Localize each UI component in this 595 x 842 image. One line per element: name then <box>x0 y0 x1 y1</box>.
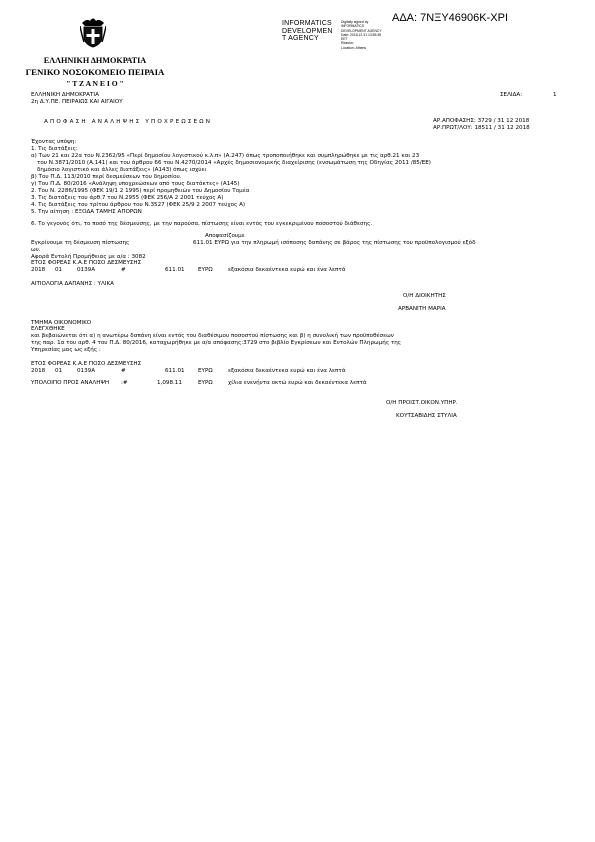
decision-number: ΑΡ.ΑΠΟΦΑΣΗΣ: 3729 / 31 12 2018 <box>433 118 530 124</box>
considering-heading: Έχοντας υπόψη: <box>31 139 77 145</box>
header-hospital-name: " Τ Ζ Α Ν Ε Ι Ο " <box>66 79 124 88</box>
table2-kae: 0139Α <box>77 368 96 374</box>
header-hospital: ΓΕΝΙΚΟ ΝΟΣΟΚΟΜΕΙΟ ΠΕΙΡΑΙΑ <box>25 67 165 77</box>
agency-line: T AGENCY <box>282 35 319 43</box>
signature-line: INFORMATICS <box>341 24 365 29</box>
ada-number: ΑΔΑ: 7ΝΞΥ46906Κ-ΧΡΙ <box>392 12 508 24</box>
table1-currency: ΕΥΡΩ <box>198 267 213 273</box>
provision-line: 4. Τις διατάξεις του τρίτου άρθρου του Ν.3527 (ΦΕΚ 25/9 2 2007 τεύχος Α) <box>31 202 246 208</box>
balance-hash: :# <box>121 380 128 386</box>
greek-coat-of-arms-icon <box>80 14 106 48</box>
table1-header: ΕΤΟΣ ΦΟΡΕΑΣ Κ.Α.Ε ΠΟΣΟ ΔΕΣΜΕΥΣΗΣ <box>31 260 142 266</box>
request-line: 5. Την αίτηση : ΕΞΟΔΑ ΤΑΜΗΣ ΑΠΟΡΩΝ <box>31 209 142 215</box>
provision-line: γ) Του Π.Δ. 80/2016 «Ανάληψη υποχρεώσεων από τους διατάκτες» (Α145) <box>31 181 240 187</box>
provision-line: του Ν.3871/2010 (Α.141) και του άρθρου 66 του Ν.4270/2014 «Αρχές δημοσιονομικής διαχείρισης (ενσωμάτωση της Οδηγίας 2011 /85/ΕΕ) <box>37 160 431 166</box>
table2-entity: 01 <box>55 368 63 374</box>
page-number: 1 <box>553 92 557 98</box>
balance-currency: ΕΥΡΩ <box>198 380 213 386</box>
provision-line: 3. Τις διατάξεις του άρθ.7 του Ν.2955 (ΦΕΚ 256/Α 2 2001 τεύχος Α) <box>31 195 224 201</box>
agency-line: INFORMATICS <box>282 20 332 27</box>
head-role: Ο/Η ΠΡΟΙΣΤ.ΟΙΚΟΝ.ΥΠΗΡ. <box>386 400 458 406</box>
balance-label: ΥΠΟΛΟΙΠΟ ΠΡΟΣ ΑΝΑΛΗΨΗ <box>31 380 110 386</box>
signature-line: Reason: <box>341 41 354 46</box>
provision-line: β) Του Π.Δ. 113/2010 περί δεσμεύσεων του δημοσίου. <box>31 174 182 180</box>
table1-kae: 0139Α <box>77 267 96 273</box>
table1-amount-words: εξακόσια δεκαέντεκα ευρώ και ένα λεπτά <box>228 267 346 273</box>
approve-right: 611.01 ΕΥΡΩ για την πληρωμή ισόποσης δαπάνης σε βάρος της πίστωσης του προϋπολογισμού εξόδ <box>193 240 476 246</box>
agency-line: DEVELOPMEN <box>282 27 333 35</box>
signature-line: EET <box>341 37 348 42</box>
head-name: ΚΟΥΤΣΑΒΙΔΗΣ ΣΤΥΛΙΑ <box>396 413 457 419</box>
decide-heading: Αποφασίζουμε <box>205 233 245 239</box>
signature-line: Location: Athens <box>341 45 367 50</box>
provisions-heading: 1. Τις διατάξεις: <box>31 146 78 152</box>
checked-label: ΕΛΕΓΧΘΗΚΕ <box>31 326 65 332</box>
signature-line: Digitally signed by <box>341 20 369 24</box>
doc-authority: 2η Δ.Υ.ΠΕ. ΠΕΙΡΑΙΩΣ ΚΑΙ ΑΙΓΑΙΟΥ <box>31 99 123 105</box>
digital-signature-details <box>341 20 382 50</box>
approve-left: Εγκρίνουμε τη δέσμευση πίστωσης <box>31 240 130 246</box>
page-label: ΣΕΛΙΔΑ: <box>500 92 523 98</box>
digital-signature-agency <box>282 20 333 43</box>
table1-year: 2018 <box>31 267 46 273</box>
justification: ΑΙΤΙΟΛΟΓΙΑ ΔΑΠΑΝΗΣ : ΥΛΙΚΑ <box>31 281 114 287</box>
table2-amount-words: εξακόσια δεκαέντεκα ευρώ και ένα λεπτά <box>228 368 346 374</box>
doc-republic: ΕΛΛΗΝΙΚΗ ΔΗΜΟΚΡΑΤΙΑ <box>31 92 99 98</box>
table2-year: 2018 <box>31 368 46 374</box>
signature-line: Date: 2018.12.31 13:55:35 <box>341 32 382 37</box>
table1-hash: # <box>121 267 126 273</box>
balance-amount: 1,098.11 <box>157 380 182 386</box>
director-role: Ο/Η ΔΙΟΙΚΗΤΗΣ <box>403 293 446 299</box>
certify-line: και βεβαιώνεται ότι α) η ανωτέρω δαπάνη είναι εντός του διαθέσιμου ποσοστού πίστωσης και β) η συνολική των προϋποθέσεων <box>31 333 394 339</box>
provision-line: δημόσιο λογιστικό και άλλες διατάξεις» (Α143) όπως ισχύει <box>37 167 207 173</box>
provision-line: α) Των 21 και 22α του Ν.2362/95 «Περί δημοσίου λογιστικού κ.λ.π» (Α.247) όπως τροποποιήθηκε και συμπληρώθηκε με τις αρθ.21 και 23 <box>31 153 420 159</box>
table2-amount: 611.01 <box>165 368 185 374</box>
approve-continuation: ων. <box>31 247 41 253</box>
balance-amount-words: χίλια ενενήντα οκτώ ευρώ και δεκαέντεκα λεπτά <box>228 380 367 386</box>
protocol-number: ΑΡ.ΠΡΩΤ/ΛΟΥ: 18511 / 31 12 2018 <box>433 125 530 131</box>
director-name: ΑΡΒΑΝΙΤΗ ΜΑΡΙΑ <box>398 306 446 312</box>
certify-line: της παρ. 1α του αρθ. 4 του Π.Δ. 80/2016, καταχωρήθηκε με α/α απόφασης:3729 στο βιβλίο Εγκρίσεων και Εντολών Πληρωμής της <box>31 340 402 346</box>
table1-entity: 01 <box>55 267 63 273</box>
signature-line: DEVELOPMENT AGENCY <box>341 28 382 33</box>
header-country: ΕΛΛΗΝΙΚΗ ΔΗΜΟΚΡΑΤΙΑ <box>43 56 147 65</box>
table2-header: ΕΤΟΣ ΦΟΡΕΑΣ Κ.Α.Ε ΠΟΣΟ ΔΕΣΜΕΥΣΗΣ <box>31 361 142 367</box>
page-title: ΑΠΟΦΑΣΗ ΑΝΑΛΗΨΗΣ ΥΠΟΧΡΕΩΣΕΩΝ <box>44 119 213 125</box>
order-number: Αφορά Εντολή Προμήθειας με α/α : 3082 <box>31 254 146 260</box>
fact-line: 6. Το γεγονός ότι, το ποσό της δέσμευσης, με την παρούσα, πίστωσης είναι εντός του εγκεκριμένου ποσοστού διάθεσης. <box>31 221 373 227</box>
table1-amount: 611.01 <box>165 267 185 273</box>
econ-department: ΤΜΗΜΑ ΟΙΚΟΝΟΜΙΚΟ <box>31 320 92 326</box>
table2-currency: ΕΥΡΩ <box>198 368 213 374</box>
provision-line: 2. Του Ν. 2286/1995 (ΦΕΚ 19/1 2 1995) περί προμηθειών του Δημοσίου Τομέα <box>31 188 250 194</box>
table2-hash: # <box>121 368 126 374</box>
certify-line: Υπηρεσίας μας ως εξής : <box>31 347 101 353</box>
